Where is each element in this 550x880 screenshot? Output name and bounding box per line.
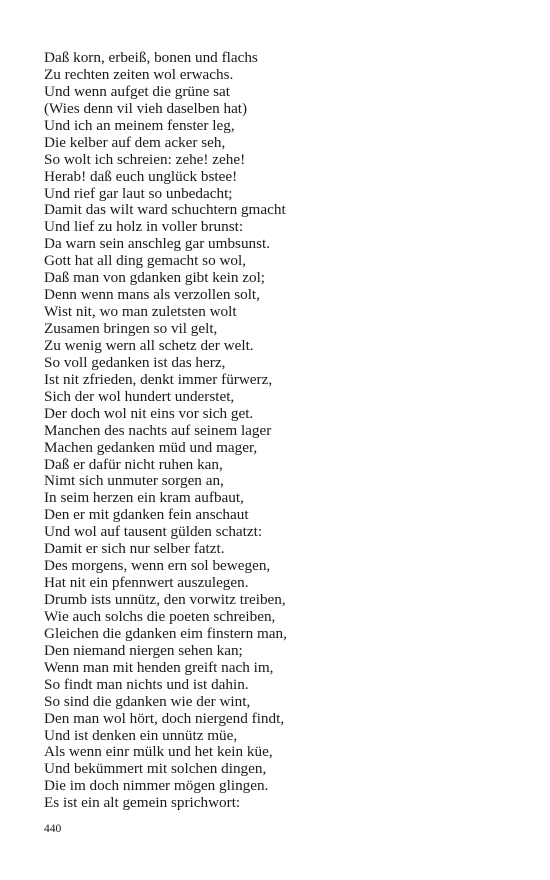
poem-line: So sind die gdanken wie der wint, [44,692,251,710]
poem-line: Daß er dafür nicht ruhen kan, [44,455,223,473]
poem-line: Und ich an meinem fenster leg, [44,116,235,134]
poem-line: Und lief zu holz in voller brunst: [44,218,244,236]
poem-line: In seim herzen ein kram aufbaut, [44,489,244,507]
poem-line: Als wenn einr mülk und het kein küe, [44,743,273,761]
poem-line: Den niemand niergen sehen kan; [44,641,243,659]
poem-line: Zu rechten zeiten wol erwachs. [44,65,234,83]
poem-line: Und bekümmert mit solchen dingen, [44,760,267,778]
poem-line: Nimt sich unmuter sorgen an, [44,472,224,490]
poem-line: Herab! daß euch unglück bstee! [44,167,238,185]
poem-line: Und ist denken ein unnütz müe, [44,726,238,744]
poem-line: Es ist ein alt gemein sprichwort: [44,794,241,812]
poem-text [44,50,524,812]
poem-line: Und rief gar laut so unbedacht; [44,184,233,202]
poem-line: Manchen des nachts auf seinem lager [44,421,272,439]
poem-line: Wist nit, wo man zuletsten wolt [44,303,237,321]
poem-line: (Wies denn vil vieh daselben hat) [44,99,248,117]
poem-line: Machen gedanken müd und mager, [44,438,258,456]
page-number: 440 [44,823,62,835]
poem-line: Den man wol hört, doch niergend findt, [44,709,285,727]
poem-line: Ist nit zfrieden, denkt immer fürwerz, [44,370,273,388]
poem-line: Und wol auf tausent gülden schatzt: [44,523,263,541]
poem-line: Die kelber auf dem acker seh, [44,133,226,151]
poem-line: Damit er sich nur selber fatzt. [44,540,225,558]
poem-line: Zu wenig wern all schetz der welt. [44,336,254,354]
poem-line: Daß korn, erbeiß, bonen und flachs [44,49,258,66]
poem-line: Daß man von gdanken gibt kein zol; [44,269,266,287]
poem-line: Den er mit gdanken fein anschaut [44,506,249,524]
poem-line: So voll gedanken ist das herz, [44,353,226,371]
poem-line: Da warn sein anschleg gar umbsunst. [44,235,271,253]
poem-line: Sich der wol hundert understet, [44,387,235,405]
poem-line: So wolt ich schreien: zehe! zehe! [44,150,246,168]
poem-line: Gleichen die gdanken eim finstern man, [44,624,287,642]
poem-line: Wie auch solchs die poeten schreiben, [44,607,276,625]
poem-line: Die im doch nimmer mögen glingen. [44,777,269,795]
poem-line: Denn wenn mans als verzollen solt, [44,286,260,304]
poem-line: Der doch wol nit eins vor sich get. [44,404,254,422]
poem-line: Hat nit ein pfennwert auszulegen. [44,574,249,592]
poem-line: Zusamen bringen so vil gelt, [44,320,218,337]
poem-line: Damit das wilt ward schuchtern gmacht [44,201,286,219]
poem-line: So findt man nichts und ist dahin. [44,675,249,693]
poem-line: Und wenn aufget die grüne sat [44,82,230,100]
poem-line: Drumb ists unnütz, den vorwitz treiben, [44,591,286,608]
poem-line: Des morgens, wenn ern sol bewegen, [44,557,271,575]
poem-line: Gott hat all ding gemacht so wol, [44,252,247,270]
poem-line: Wenn man mit henden greift nach im, [44,658,274,676]
